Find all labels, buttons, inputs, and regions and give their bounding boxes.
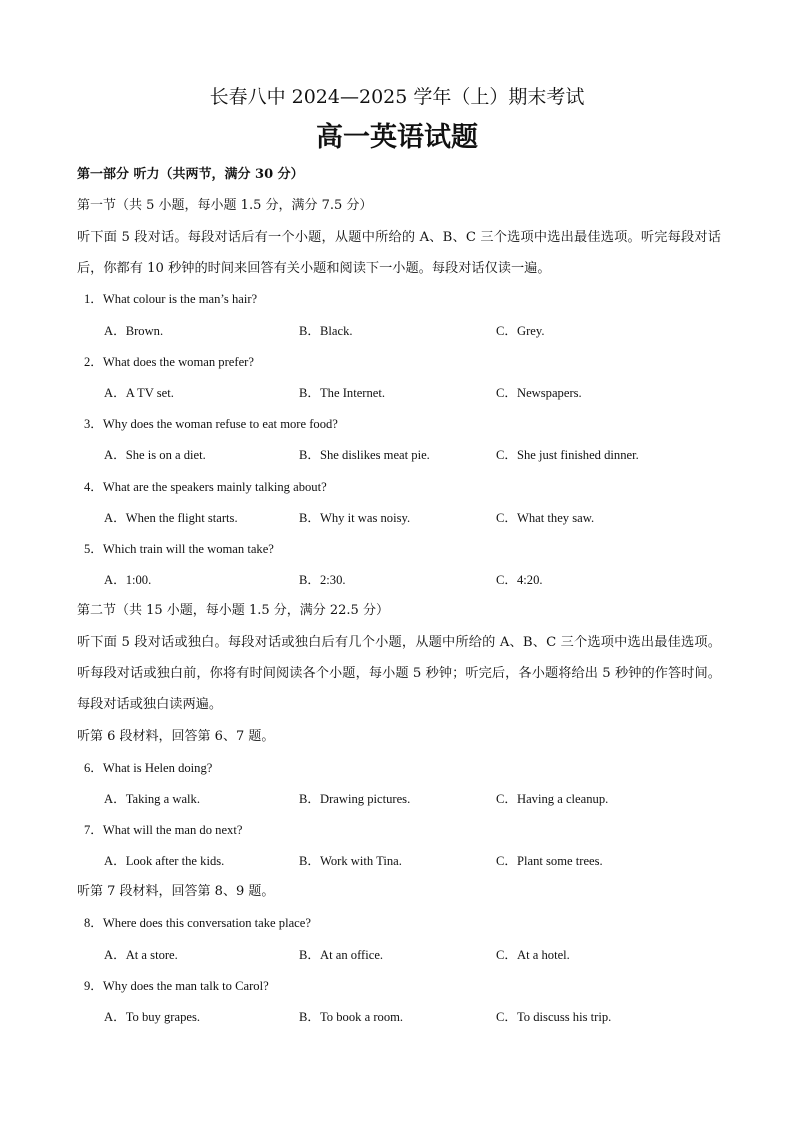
exam-title: 长春八中 2024—2025 学年（上）期末考试 xyxy=(209,86,585,108)
option-a: A．A TV set. xyxy=(104,386,174,400)
question-6: 6．What is Helen doing? xyxy=(84,761,213,775)
option-c: C．Having a cleanup. xyxy=(496,792,609,806)
option-c: C．Plant some trees. xyxy=(496,854,603,868)
options-2 xyxy=(104,383,744,403)
subject-title: 高一英语试题 xyxy=(316,122,478,153)
options-1 xyxy=(104,321,744,341)
question-3: 3．Why does the woman refuse to eat more food? xyxy=(84,417,338,431)
option-a: A．When the flight starts. xyxy=(104,511,238,525)
question-5: 5．Which train will the woman take? xyxy=(84,542,274,556)
option-b: B．2:30. xyxy=(299,573,346,587)
option-b: B．She dislikes meat pie. xyxy=(299,448,430,462)
section2-instructions: 听下面 5 段对话或独白。每段对话或独白后有几个小题，从题中所给的 A、B、C 三个选项中选出最佳选项。听每段对话或独白前，你将有时间阅读各个小题，每小题 5 秒钟；听完后，各小题将给出 5 秒钟的作答时间。每段对话或独白读两遍。 xyxy=(77,635,721,712)
option-c: C．She just finished dinner. xyxy=(496,448,639,462)
material-7-note: 听第 7 段材料，回答第 8、9 题。 xyxy=(77,884,275,899)
option-c: C．At a hotel. xyxy=(496,948,570,962)
option-b: B．Drawing pictures. xyxy=(299,792,411,806)
option-b: B．The Internet. xyxy=(299,386,386,400)
option-c: C．4:20. xyxy=(496,573,543,587)
option-c: C．Newspapers. xyxy=(496,386,582,400)
question-1: 1．What colour is the man’s hair? xyxy=(84,292,258,306)
option-b: B．To book a room. xyxy=(299,1010,404,1024)
option-a: A．She is on a diet. xyxy=(104,448,206,462)
option-a: A．1:00. xyxy=(104,573,152,587)
options-3 xyxy=(104,445,744,465)
part1-title: 第一部分 听力（共两节，满分 30 分） xyxy=(77,167,304,182)
option-b: B．At an office. xyxy=(299,948,384,962)
option-b: B．Work with Tina. xyxy=(299,854,402,868)
question-7: 7．What will the man do next? xyxy=(84,823,243,837)
option-a: A．Look after the kids. xyxy=(104,854,225,868)
option-c: C．To discuss his trip. xyxy=(496,1010,612,1024)
option-a: A．Brown. xyxy=(104,324,164,338)
section1-title: 第一节（共 5 小题，每小题 1.5 分，满分 7.5 分） xyxy=(77,198,373,213)
option-a: A．Taking a walk. xyxy=(104,792,200,806)
options-5 xyxy=(104,570,744,590)
material-6-note: 听第 6 段材料，回答第 6、7 题。 xyxy=(77,729,275,744)
section1-instructions: 听下面 5 段对话。每段对话后有一个小题，从题中所给的 A、B、C 三个选项中选出最佳选项。听完每段对话后，你都有 10 秒钟的时间来回答有关小题和阅读下一小题。每段对话仅读一遍。 xyxy=(77,230,721,276)
option-b: B．Black. xyxy=(299,324,353,338)
question-8: 8．Where does this conversation take place? xyxy=(84,916,311,930)
option-c: C．What they saw. xyxy=(496,511,595,525)
options-9 xyxy=(104,1007,744,1027)
option-a: A．To buy grapes. xyxy=(104,1010,201,1024)
options-7 xyxy=(104,851,744,871)
options-8 xyxy=(104,945,744,965)
question-4: 4．What are the speakers mainly talking about? xyxy=(84,480,327,494)
question-2: 2．What does the woman prefer? xyxy=(84,355,254,369)
question-9: 9．Why does the man talk to Carol? xyxy=(84,979,269,993)
option-c: C．Grey. xyxy=(496,324,545,338)
option-b: B．Why it was noisy. xyxy=(299,511,411,525)
option-a: A．At a store. xyxy=(104,948,178,962)
section2-title: 第二节（共 15 小题，每小题 1.5 分，满分 22.5 分） xyxy=(77,603,389,618)
options-4 xyxy=(104,508,744,528)
options-6 xyxy=(104,789,744,809)
